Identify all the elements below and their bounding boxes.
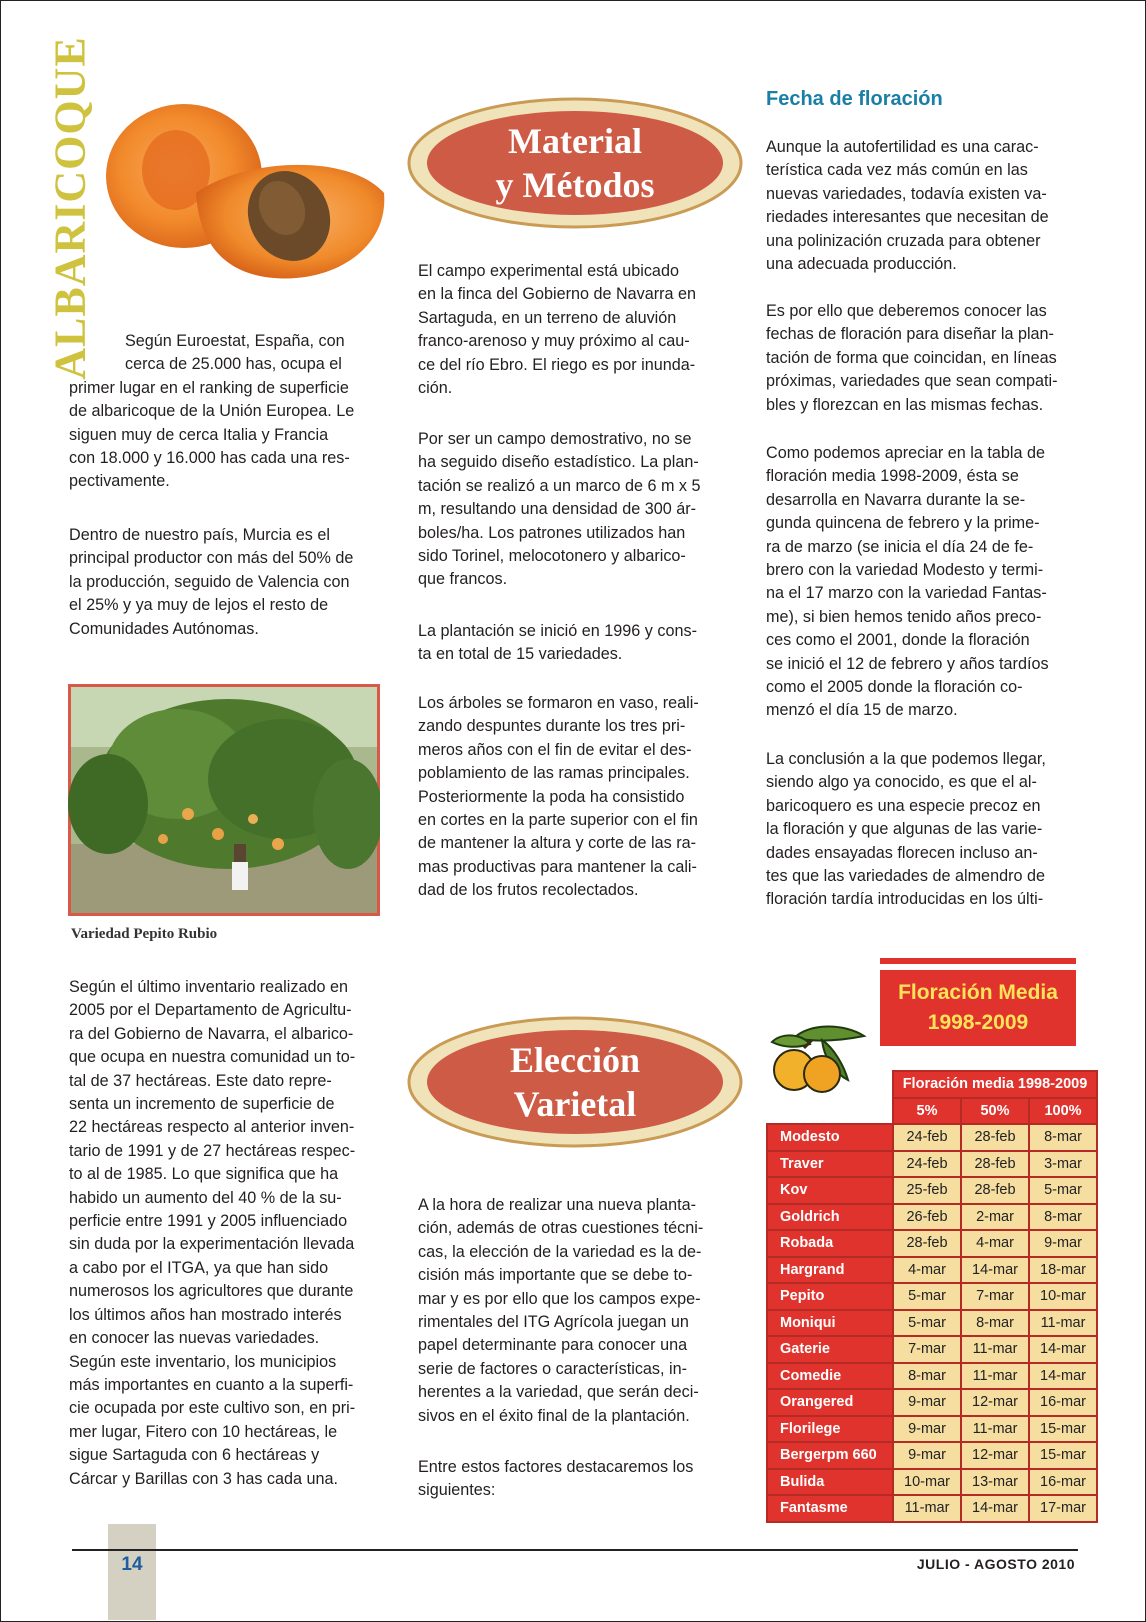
table-row: Bergerpm 660 9-mar 12-mar 15-mar (767, 1442, 1097, 1469)
table-row: Kov 25-feb 28-feb 5-mar (767, 1177, 1097, 1204)
col3-p2: Es por ello que deberemos conocer las fechas de floración para diseñar la plan- tación de forma que coincidan, en líneas próximas, variedades que sean compati- bles y florezcan en las mismas fechas. (766, 302, 1058, 414)
table-row: Traver 24-feb 28-feb 3-mar (767, 1151, 1097, 1178)
col-header: 5% (893, 1098, 961, 1125)
apricot-halves-illustration (104, 98, 394, 283)
col2-p4: Los árboles se formaron en vaso, reali- zando despuntes durante los tres pri- meros años con el fin de evitar el des- poblamiento de las ramas principales. Posteriormente la poda ha consistido en cortes en la parte superior con el fin de mantener la altura y corte de las ra- mas productivas para mantener la cali- dad de los frutos recolectados. (418, 694, 699, 900)
col-header: 50% (961, 1098, 1029, 1125)
col2-p2: Por ser un campo demostrativo, no se ha seguido diseño estadístico. La plan- tación se realizó a un marco de 6 m x 5 m, resultando una densidad de 300 ár- boles/ha. Los patrones utilizados han sido Torinel, melocotonero y albarico- que francos. (418, 430, 701, 589)
tree-photo (68, 684, 380, 916)
photo-caption: Variedad Pepito Rubio (71, 926, 218, 942)
col3-p3: Como podemos apreciar en la tabla de floración media 1998-2009, ésta se desarrolla en Navarra durante la se- gunda quincena de febrero y la prime- ra de marzo (se inicia el día 24 de fe- brero con la variedad Modesto y termi- na el 17 marzo con la variedad Fantas- me), si bien hemos tenido años preco- ces como el 2001, donde la floración se inició el 12 de febrero y años tardíos como el 2005 donde la floración co- menzó el día 15 de marzo. (766, 444, 1049, 720)
issue-date: JULIO - AGOSTO 2010 (916, 1556, 1075, 1572)
table-header-rule (880, 958, 1076, 964)
col2-p6: Entre estos factores destacaremos los siguientes: (418, 1458, 694, 1500)
table-row: Florilege 9-mar 11-mar 15-mar (767, 1416, 1097, 1443)
intro-line: siguen muy de cerca Italia y Francia (69, 425, 329, 444)
table-row: Orangered 9-mar 12-mar 16-mar (767, 1389, 1097, 1416)
material-metodos-banner: Material y Métodos (405, 95, 745, 231)
floracion-table (766, 1070, 1098, 1523)
intro-line: Según Euroestat, España, con (125, 332, 345, 350)
col2-p1: El campo experimental está ubicado en la finca del Gobierno de Navarra en Sartaguda, en un terreno de aluvión franco-arenoso y muy próximo al cau- ce del río Ebro. El riego es por inunda- ción. (418, 262, 697, 398)
table-title: Floración Media 1998-2009 (880, 970, 1076, 1046)
section-tag: ALBARICOQUE (45, 36, 95, 380)
intro-line: pectivamente. (69, 472, 170, 491)
col2-p5: A la hora de realizar una nueva planta- ción, además de otras cuestiones técni- cas, la elección de la variedad es la de- cisión más importante que se debe to- mar y es por ello que los campos expe- rimentales del ITG Agrícola juegan un papel determinante para conocer una serie de factores o características, in- herentes a la variedad, que serán deci- sivos en el éxito final de la plantación. (418, 1196, 704, 1425)
table-row: Modesto 24-feb 28-feb 8-mar (767, 1124, 1097, 1151)
col3-p1: Aunque la autofertilidad es una carac- terística cada vez más común en las nuevas variedades, todavía existen va- riedades interesantes que necesitan de una polinización cruzada para obtener una adecuada producción. (766, 138, 1049, 274)
eleccion-varietal-banner: Elección Varietal (405, 1014, 745, 1150)
col-header: 100% (1029, 1098, 1097, 1125)
table-row: Moniqui 5-mar 8-mar 11-mar (767, 1310, 1097, 1337)
col3-p4: La conclusión a la que podemos llegar, siendo algo ya conocido, es que el al- baricoquero es una especie precoz en la floración y que algunas de las varie- dades ensayadas florecen incluso an- tes que las variedades de almendro de floración tardía introducidas en los últi- (766, 750, 1046, 909)
floracion-heading: Fecha de floración (766, 88, 943, 110)
col2-p3: La plantación se inició en 1996 y cons- ta en total de 15 variedades. (418, 622, 697, 664)
intro-line: de albaricoque de la Unión Europea. Le (69, 402, 355, 421)
table-row: Fantasme 11-mar 14-mar 17-mar (767, 1495, 1097, 1522)
col1-para3: Según el último inventario realizado en 2005 por el Departamento de Agricultu- ra del Gobierno de Navarra, el albarico- que ocupa en nuestra comunidad un to- tal de 37 hectáreas. Este dato repre- senta un incremento de superficie de 22 hectáreas respecto al anterior inven- tario de 1991 y de 27 hectáreas respec- to al de 1985. Lo que significa que ha habido un aumento del 40 % de la su- perficie entre 1991 y 2005 influenciado sin duda por la experimentación llevada a cabo por el ITGA, ya que han sido numerosos los agricultores que durante los últimos años han mostrado interés en conocer las nuevas variedades. Según este inventario, los municipios más importantes en cuanto a la superfi- cie ocupada por este cultivo son, en pri- mer lugar, Fitero con 10 hectáreas, le sigue Sartaguda con 6 hectáreas y Cárcar y Barillas con 3 has cada una. (69, 978, 356, 1488)
table-row: Bulida 10-mar 13-mar 16-mar (767, 1469, 1097, 1496)
table-row: Hargrand 4-mar 14-mar 18-mar (767, 1257, 1097, 1284)
intro-line: primer lugar en el ranking de superficie (69, 378, 349, 397)
table-row: Comedie 8-mar 11-mar 14-mar (767, 1363, 1097, 1390)
col1-intro (69, 330, 380, 494)
intro-line: con 18.000 y 16.000 has cada una res- (69, 449, 350, 468)
intro-line: cerca de 25.000 has, ocupa el (125, 355, 342, 374)
page-number: 14 (121, 1554, 143, 1575)
footer-rule (72, 1549, 1078, 1551)
table-row: Goldrich 26-feb 2-mar 8-mar (767, 1204, 1097, 1231)
table-row: Gaterie 7-mar 11-mar 14-mar (767, 1336, 1097, 1363)
col1-para2: Dentro de nuestro país, Murcia es el principal productor con más del 50% de la producción, seguido de Valencia con el 25% y ya muy de lejos el resto de Comunidades Autónomas. (69, 526, 354, 638)
table-caption: Floración media 1998-2009 (893, 1071, 1097, 1098)
table-row: Pepito 5-mar 7-mar 10-mar (767, 1283, 1097, 1310)
table-row: Robada 28-feb 4-mar 9-mar (767, 1230, 1097, 1257)
